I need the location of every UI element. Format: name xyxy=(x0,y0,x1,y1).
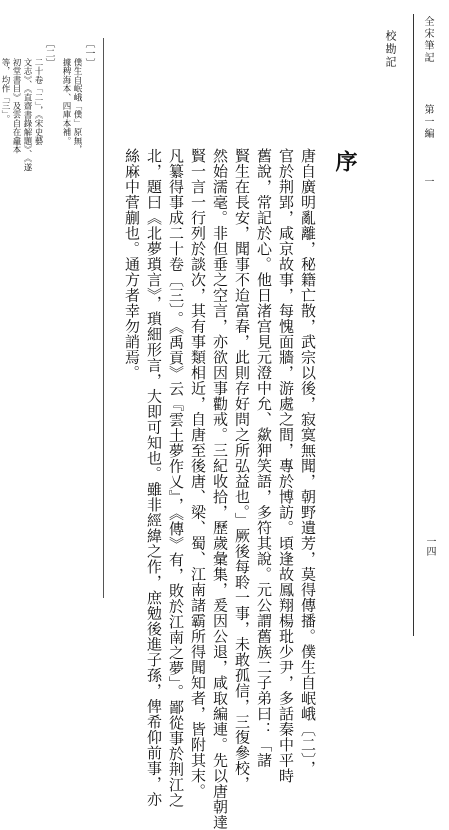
note-2-line-3: 初堂書目》及雲自在龕本 xyxy=(11,58,21,154)
preface-line-6: 賢一言一行列於談次，其有事類相近，自唐至後唐、梁、蜀、江南諸霸所得聞知者，皆附其末。 xyxy=(189,148,207,799)
book-title: 全宋筆記 xyxy=(422,16,433,64)
preface-line-9: 絲麻中菅蒯也。通方者幸勿誚焉。 xyxy=(123,148,141,381)
preface-line-5: 然始濡毫。非但垂之空言，亦欲因事勸戒。三紀收拾，歷歲彙集，爰因公退，咸取編連。先以唐朝達 xyxy=(211,148,229,830)
preface-line-3: 舊說，常記於心。他日渚宫見元澄中允、歘狎笑語，多符其說。元公謂舊族二子弟曰：「諸 xyxy=(255,148,273,768)
preface-line-2: 官於荆郢，咸京故事，每愧面牆，游處之間，專於博訪。頃逢故鳳翔楊玭少尹，多話秦中平時 xyxy=(277,148,295,784)
note-1-marker: 〔一〕 xyxy=(83,38,94,69)
preface-line-7: 凡纂得事成二十卷〔三〕。《禹貢》云『雲土夢作乂』，《傳》有，敗於江南之夢」。鄙從事於荆江之 xyxy=(167,148,185,808)
book-header xyxy=(420,16,435,188)
note-1-line-2: 據稗海本、四庫本補。 xyxy=(61,58,71,145)
note-2-line-2: 文志》、《直齋書錄解題》、《遂 xyxy=(22,58,32,172)
margin-rule xyxy=(413,14,414,636)
note-2-marker: 〔二〕 xyxy=(43,38,54,69)
preface-line-4: 賢生在長安，聞事不迨富春，此則存好問之所弘益也。」厥後每聆一事，未敢孤信，三復參校， xyxy=(233,148,251,792)
note-2-line-1: 二十卷「二」，《宋史藝 xyxy=(33,58,43,146)
preface-line-8: 北，題曰《北夢瑣言》，瑣細形言，大即可知也。雖非經緯之作，庶勉後進子孫，俾希仰前事，亦 xyxy=(145,148,163,807)
running-head: 校勘記 xyxy=(384,30,397,69)
series-label: 第一編 xyxy=(422,104,433,140)
preface-title: 序 xyxy=(332,150,358,176)
preface-line-1: 唐自廣明亂離，秘籍亡散，武宗以後，寂寞無聞，朝野遺芳，莫得傳播。僕生自岷峨〔二〕， xyxy=(299,148,317,776)
notes-divider xyxy=(103,38,104,598)
note-2-line-4: 等，均作「三」。 xyxy=(0,58,10,124)
note-1-line-1: 僕生自岷峨「僕」原無， xyxy=(72,58,82,154)
volume-label: 一 xyxy=(422,176,433,188)
page-number: 一四 xyxy=(424,536,435,556)
